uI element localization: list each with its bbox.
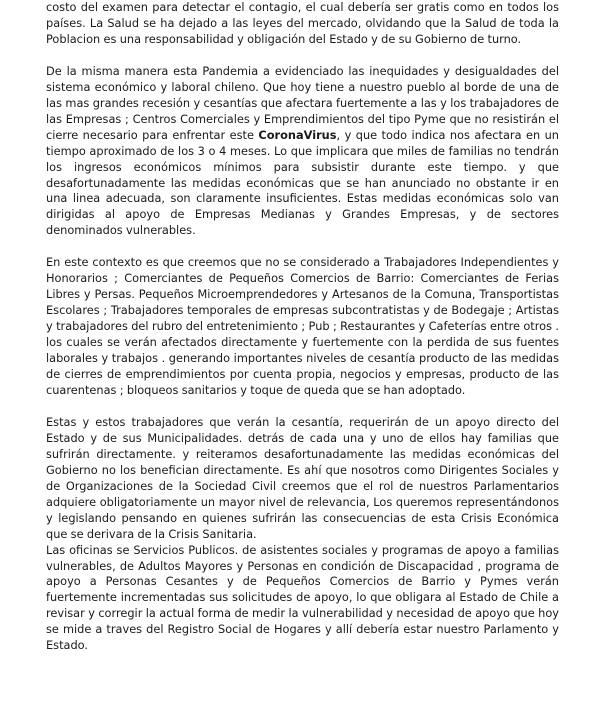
paragraph-2-text-after: , y que todo indica nos afectara en un tiempo aproximado de los 3 o 4 meses. Lo que implicara que miles de familias no tendrán los ingresos económicos mínimos para subsistir durante este tiempo. y que desafortunadamente las medidas económicas que se han anunciado no obstante ir en una linea adecuada, son claramente insuficientes. Estas medidas económicas solo van dirigidas al apoyo de Empresas Medianas y Grandes Empresas, y de sectores denominados vulnerables.: [46, 127, 559, 238]
paragraph-4: Estas y estos trabajadores que verán la cesantía, requerirán de un apoyo directo del Estado y de sus Municipalidades. detrás de cada una y uno de ellos hay familias que sufrirán directamente. y reiteramos desafortunadamente las medidas económicas del Gobierno no los benefician directamente. Es ahí que nosotros como Dirigentes Sociales y de Organizaciones de la Sociedad Civil creemos que el rol de nuestros Parlamentarios adquiere obligatoriamente un mayor nivel de relevancia, Los queremos representándonos y legislando pensando en quienes sufrirán las consecuencias de esta Crisis Económica que se derivara de la Crisis Sanitaria.: [46, 414, 559, 541]
paragraph-spacer: [46, 48, 559, 64]
paragraph-spacer: [46, 399, 559, 415]
paragraph-2-text-before: De la misma manera esta Pandemia a evidenciado las inequidades y desigualdades del sistema económico y laboral chileno. Que hoy tiene a nuestro pueblo al borde de una de las mas grandes recesión y cesantías que afectara fuertemente a las y los trabajadores de las Empresas ; Centros Comerciales y Emprendimientos del tipo Pyme que no resistirán el cierre necesario para enfrentar este: [46, 63, 559, 142]
paragraph-spacer: [46, 239, 559, 255]
paragraph-2: [46, 64, 559, 239]
coronavirus-bold-term: CoronaVirus: [258, 127, 337, 142]
paragraph-5: Las oficinas se Servicios Publicos. de asistentes sociales y programas de apoyo a familias vulnerables, de Adultos Mayores y Personas en condición de Discapacidad , programa de apoyo a Personas Cesantes y de Pequeños Comercios de Barrio y Pymes verán fuertemente incrementadas sus solicitudes de apoyo, lo que obligara al Estado de Chile a revisar y corregir la actual forma de medir la vulnerabilidad y necesidad de apoyo que hoy se mide a traves del Registro Social de Hogares y allí debería estar nuestro Parlamento y Estado.: [46, 542, 559, 653]
paragraph-3: En este contexto es que creemos que no se considerado a Trabajadores Independientes y Honorarios ; Comerciantes de Pequeños Comercios de Barrio: Comerciantes de Ferias Libres y Persas. Pequeños Microemprendedores y Artesanos de la Comuna, Transportistas Escolares ; Trabajadores temporales de empresas subcontratistas y de Bodegaje ; Artistas y trabajadores del rubro del entretenimiento ; Pub ; Restaurantes y Cafeterías entre otros . los cuales se verán afectados directamente y fuertemente con la perdida de sus fuentes laborales y trabajos . generando importantes niveles de cesantía producto de las medidas de cierres de emprendimientos por cuenta propia, negocios y empresas, producto de las cuarentenas ; bloqueos sanitarios y toque de queda que se han adoptado.: [46, 255, 559, 397]
paragraph-1: costo del examen para detectar el contagio, el cual debería ser gratis como en todos los países. La Salud se ha dejado a las leyes del mercado, olvidando que la Salud de toda la Poblacion es una responsabilidad y obligación del Estado y de su Gobierno de turno.: [46, 0, 559, 46]
